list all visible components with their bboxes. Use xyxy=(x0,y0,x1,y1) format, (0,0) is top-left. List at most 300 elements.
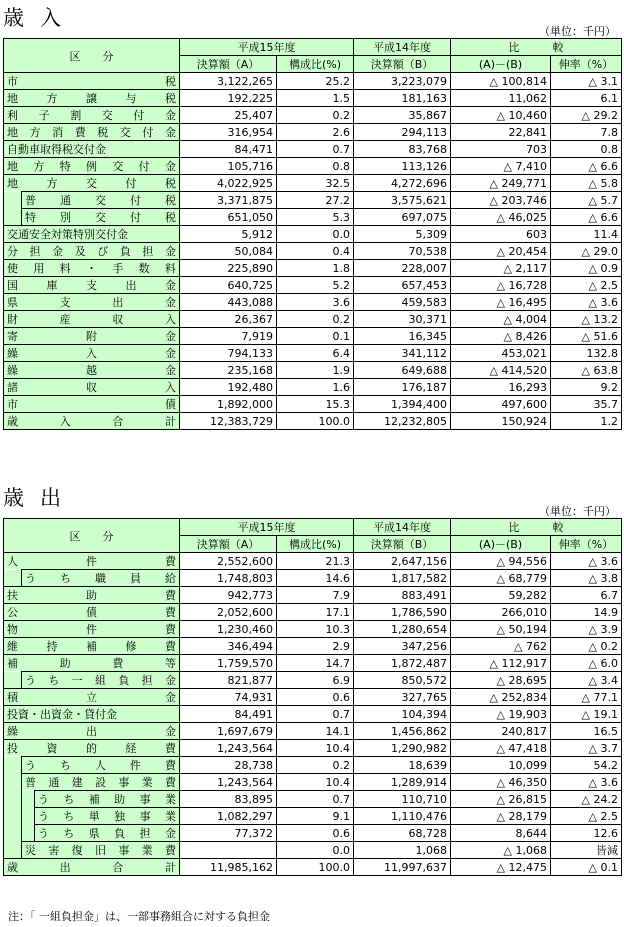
table-row xyxy=(4,791,622,808)
table-row xyxy=(4,825,622,842)
cell-b: 883,491 xyxy=(354,587,451,604)
cell-ratio: 1.9 xyxy=(277,362,354,379)
expenditure-table xyxy=(3,518,622,876)
cell-diff: 11,062 xyxy=(451,90,551,107)
table-row xyxy=(4,175,622,192)
expenditure-title: 歳出 xyxy=(3,486,77,510)
table-row xyxy=(4,107,622,124)
cell-ratio: 0.4 xyxy=(277,243,354,260)
cell-b: 228,007 xyxy=(354,260,451,277)
row-label: 寄 附 金 xyxy=(7,330,176,343)
cell-b: 83,768 xyxy=(354,141,451,158)
row-label: 投 資 的 経 費 xyxy=(7,742,176,755)
cell-ratio: 10.3 xyxy=(277,621,354,638)
cell-b: 649,688 xyxy=(354,362,451,379)
table-row xyxy=(4,345,622,362)
cell-ratio: 0.2 xyxy=(277,107,354,124)
cell-a: 192,225 xyxy=(180,90,277,107)
table-row xyxy=(4,277,622,294)
cell-a: 11,985,162 xyxy=(180,859,277,876)
cell-b: 2,647,156 xyxy=(354,553,451,570)
table-row xyxy=(4,192,622,209)
cell-ratio: 6.4 xyxy=(277,345,354,362)
cell-growth: △ 3.1 xyxy=(551,73,622,90)
row-label: 地 方 交 付 税 xyxy=(7,177,176,190)
cell-a: 74,931 xyxy=(180,689,277,706)
cell-growth: △ 0.2 xyxy=(551,638,622,655)
row-label: 財 産 収 入 xyxy=(7,313,176,326)
cell-growth: △ 2.5 xyxy=(551,277,622,294)
cell-a: 316,954 xyxy=(180,124,277,141)
cell-ratio: 0.2 xyxy=(277,311,354,328)
cell-diff: 59,282 xyxy=(451,587,551,604)
row-label: 普 通 建 設 事 業 費 xyxy=(25,776,176,789)
cell-b: 3,575,621 xyxy=(354,192,451,209)
cell-diff: △ 249,771 xyxy=(451,175,551,192)
cell-ratio: 100.0 xyxy=(277,413,354,430)
row-label: 補 助 費 等 xyxy=(7,657,176,670)
cell-diff: △ 46,025 xyxy=(451,209,551,226)
cell-b: 1,456,862 xyxy=(354,723,451,740)
cell-ratio: 0.1 xyxy=(277,328,354,345)
cell-ratio: 0.0 xyxy=(277,226,354,243)
cell-ratio: 6.9 xyxy=(277,672,354,689)
cell-growth: △ 6.0 xyxy=(551,655,622,672)
header-compare: 比 較 xyxy=(451,39,622,56)
cell-ratio: 14.1 xyxy=(277,723,354,740)
cell-growth: △ 51.6 xyxy=(551,328,622,345)
cell-a: 346,494 xyxy=(180,638,277,655)
cell-b: 176,187 xyxy=(354,379,451,396)
row-label: う ち 単 独 事 業 xyxy=(38,810,176,823)
cell-ratio: 25.2 xyxy=(277,73,354,90)
cell-diff: △ 68,779 xyxy=(451,570,551,587)
cell-diff: △ 8,426 xyxy=(451,328,551,345)
cell-diff: △ 414,520 xyxy=(451,362,551,379)
cell-growth: 9.2 xyxy=(551,379,622,396)
cell-a: 443,088 xyxy=(180,294,277,311)
cell-diff: △ 26,815 xyxy=(451,791,551,808)
cell-growth: 6.1 xyxy=(551,90,622,107)
row-label: 国 庫 支 出 金 xyxy=(7,279,176,292)
cell-growth: 54.2 xyxy=(551,757,622,774)
cell-diff: △ 1,068 xyxy=(451,842,551,859)
table-row xyxy=(4,672,622,689)
cell-b: 850,572 xyxy=(354,672,451,689)
cell-growth: 16.5 xyxy=(551,723,622,740)
table-row xyxy=(4,774,622,791)
cell-a xyxy=(180,842,277,859)
cell-b: 459,583 xyxy=(354,294,451,311)
table-row xyxy=(4,859,622,876)
cell-a: 3,122,265 xyxy=(180,73,277,90)
cell-ratio: 0.0 xyxy=(277,842,354,859)
cell-growth: △ 5.8 xyxy=(551,175,622,192)
table-row xyxy=(4,90,622,107)
cell-diff: △ 50,194 xyxy=(451,621,551,638)
row-label: 扶 助 費 xyxy=(7,589,176,602)
header-settle-a: 決算額（A） xyxy=(180,536,277,553)
cell-ratio: 1.5 xyxy=(277,90,354,107)
cell-ratio: 0.6 xyxy=(277,689,354,706)
header-growth: 伸率（%） xyxy=(551,56,622,73)
cell-a: 1,243,564 xyxy=(180,774,277,791)
cell-growth: △ 6.6 xyxy=(551,209,622,226)
cell-b: 1,394,400 xyxy=(354,396,451,413)
cell-ratio: 15.3 xyxy=(277,396,354,413)
cell-growth: △ 3.4 xyxy=(551,672,622,689)
cell-b: 11,997,637 xyxy=(354,859,451,876)
cell-diff: 150,924 xyxy=(451,413,551,430)
cell-a: 105,716 xyxy=(180,158,277,175)
header-growth: 伸率（%） xyxy=(551,536,622,553)
cell-ratio: 2.9 xyxy=(277,638,354,655)
cell-b: 1,110,476 xyxy=(354,808,451,825)
header-settle-b: 決算額（B） xyxy=(354,536,451,553)
cell-b: 697,075 xyxy=(354,209,451,226)
cell-a: 84,491 xyxy=(180,706,277,723)
cell-a: 942,773 xyxy=(180,587,277,604)
table-row xyxy=(4,706,622,723)
row-label: 公 債 費 xyxy=(7,606,176,619)
cell-a: 4,022,925 xyxy=(180,175,277,192)
cell-diff: △ 762 xyxy=(451,638,551,655)
cell-growth: 35.7 xyxy=(551,396,622,413)
table-row xyxy=(4,413,622,430)
cell-a: 26,367 xyxy=(180,311,277,328)
table-row xyxy=(4,604,622,621)
cell-growth: △ 3.6 xyxy=(551,294,622,311)
cell-ratio: 1.6 xyxy=(277,379,354,396)
table-row xyxy=(4,757,622,774)
cell-b: 1,068 xyxy=(354,842,451,859)
cell-a: 50,084 xyxy=(180,243,277,260)
cell-ratio: 3.6 xyxy=(277,294,354,311)
cell-a: 794,133 xyxy=(180,345,277,362)
cell-a: 1,230,460 xyxy=(180,621,277,638)
cell-diff: 10,099 xyxy=(451,757,551,774)
cell-growth: △ 63.8 xyxy=(551,362,622,379)
row-label: う ち 一 組 負 担 金 xyxy=(25,674,176,687)
cell-ratio: 10.4 xyxy=(277,774,354,791)
row-label: う ち 県 負 担 金 xyxy=(38,827,176,840)
header-ratio: 構成比(%) xyxy=(277,536,354,553)
cell-diff: △ 16,728 xyxy=(451,277,551,294)
table-row xyxy=(4,808,622,825)
table-row xyxy=(4,294,622,311)
cell-growth: △ 0.9 xyxy=(551,260,622,277)
cell-b: 657,453 xyxy=(354,277,451,294)
table-row xyxy=(4,396,622,413)
cell-growth: △ 6.6 xyxy=(551,158,622,175)
expenditure-unit: （単位：千円） xyxy=(539,505,616,518)
cell-diff: △ 2,117 xyxy=(451,260,551,277)
cell-b: 1,280,654 xyxy=(354,621,451,638)
cell-growth: 12.6 xyxy=(551,825,622,842)
cell-b: 16,345 xyxy=(354,328,451,345)
footnote: 注：「 一組負担金」は、一部事務組合に対する負担金 xyxy=(8,910,270,923)
cell-ratio: 0.7 xyxy=(277,706,354,723)
cell-diff: △ 4,004 xyxy=(451,311,551,328)
row-label: 繰 入 金 xyxy=(7,347,176,360)
table-row xyxy=(4,209,622,226)
table-row xyxy=(4,723,622,740)
cell-ratio: 5.2 xyxy=(277,277,354,294)
row-label: 自動車取得税交付金 xyxy=(7,143,106,156)
row-label: 繰 越 金 xyxy=(7,364,176,377)
cell-diff: △ 28,179 xyxy=(451,808,551,825)
cell-growth: △ 3.8 xyxy=(551,570,622,587)
cell-a: 235,168 xyxy=(180,362,277,379)
header-ratio: 構成比(%) xyxy=(277,56,354,73)
row-label: 維 持 補 修 費 xyxy=(7,640,176,653)
cell-growth: △ 3.9 xyxy=(551,621,622,638)
table-row xyxy=(4,638,622,655)
cell-growth: 14.9 xyxy=(551,604,622,621)
cell-growth: 0.8 xyxy=(551,141,622,158)
table-row xyxy=(4,243,622,260)
cell-a: 640,725 xyxy=(180,277,277,294)
cell-b: 347,256 xyxy=(354,638,451,655)
cell-diff: △ 7,410 xyxy=(451,158,551,175)
row-label: う ち 職 員 給 xyxy=(25,572,176,585)
cell-growth: △ 0.1 xyxy=(551,859,622,876)
cell-a: 651,050 xyxy=(180,209,277,226)
cell-ratio: 14.7 xyxy=(277,655,354,672)
cell-growth: 11.4 xyxy=(551,226,622,243)
cell-ratio: 100.0 xyxy=(277,859,354,876)
cell-ratio: 0.8 xyxy=(277,158,354,175)
row-label: 交通安全対策特別交付金 xyxy=(7,228,128,241)
cell-b: 3,223,079 xyxy=(354,73,451,90)
cell-b: 12,232,805 xyxy=(354,413,451,430)
cell-a: 1,697,679 xyxy=(180,723,277,740)
header-year15: 平成15年度 xyxy=(180,519,354,536)
row-label: 諸 収 入 xyxy=(7,381,176,394)
cell-a: 12,383,729 xyxy=(180,413,277,430)
cell-diff: △ 203,746 xyxy=(451,192,551,209)
row-label: 積 立 金 xyxy=(7,691,176,704)
cell-ratio: 10.4 xyxy=(277,740,354,757)
cell-growth: △ 19.1 xyxy=(551,706,622,723)
cell-ratio: 0.7 xyxy=(277,791,354,808)
header-category: 区 分 xyxy=(4,519,180,553)
cell-ratio: 2.6 xyxy=(277,124,354,141)
cell-b: 341,112 xyxy=(354,345,451,362)
cell-a: 83,895 xyxy=(180,791,277,808)
row-label: 使 用 料 ・ 手 数 料 xyxy=(7,262,176,275)
cell-b: 181,163 xyxy=(354,90,451,107)
row-label: 歳 出 合 計 xyxy=(7,861,176,874)
cell-ratio: 1.8 xyxy=(277,260,354,277)
table-row xyxy=(4,141,622,158)
header-year14: 平成14年度 xyxy=(354,519,451,536)
cell-a: 192,480 xyxy=(180,379,277,396)
cell-growth: 7.8 xyxy=(551,124,622,141)
header-diff: (A)－(B) xyxy=(451,536,551,553)
table-row xyxy=(4,740,622,757)
table-row xyxy=(4,73,622,90)
cell-growth: △ 77.1 xyxy=(551,689,622,706)
revenue-unit: （単位：千円） xyxy=(539,25,616,38)
row-label: 地 方 消 費 税 交 付 金 xyxy=(7,126,176,139)
cell-a: 5,912 xyxy=(180,226,277,243)
row-label: 人 件 費 xyxy=(7,555,176,568)
cell-b: 294,113 xyxy=(354,124,451,141)
cell-diff: △ 100,814 xyxy=(451,73,551,90)
row-label: 分 担 金 及 び 負 担 金 xyxy=(7,245,176,258)
cell-b: 1,289,914 xyxy=(354,774,451,791)
cell-growth: △ 3.7 xyxy=(551,740,622,757)
cell-diff: 16,293 xyxy=(451,379,551,396)
cell-a: 7,919 xyxy=(180,328,277,345)
cell-growth: △ 3.6 xyxy=(551,774,622,791)
cell-growth: △ 24.2 xyxy=(551,791,622,808)
cell-a: 77,372 xyxy=(180,825,277,842)
table-row xyxy=(4,362,622,379)
row-label: う ち 補 助 事 業 xyxy=(38,793,176,806)
cell-a: 2,552,600 xyxy=(180,553,277,570)
cell-a: 3,371,875 xyxy=(180,192,277,209)
table-row xyxy=(4,842,622,859)
row-label: 地 方 譲 与 税 xyxy=(7,92,176,105)
revenue-table xyxy=(3,38,622,430)
table-row xyxy=(4,587,622,604)
row-label: 歳 入 合 計 xyxy=(7,415,176,428)
cell-diff: 497,600 xyxy=(451,396,551,413)
cell-b: 18,639 xyxy=(354,757,451,774)
row-label: 投資・出資金・貸付金 xyxy=(7,708,117,721)
cell-ratio: 9.1 xyxy=(277,808,354,825)
cell-ratio: 17.1 xyxy=(277,604,354,621)
cell-diff: △ 12,475 xyxy=(451,859,551,876)
table-row xyxy=(4,689,622,706)
cell-b: 35,867 xyxy=(354,107,451,124)
header-category: 区 分 xyxy=(4,39,180,73)
row-label: 物 件 費 xyxy=(7,623,176,636)
row-label: 地 方 特 例 交 付 金 xyxy=(7,160,176,173)
cell-diff: △ 46,350 xyxy=(451,774,551,791)
table-row xyxy=(4,655,622,672)
cell-ratio: 27.2 xyxy=(277,192,354,209)
cell-a: 225,890 xyxy=(180,260,277,277)
cell-growth: △ 29.0 xyxy=(551,243,622,260)
cell-b: 113,126 xyxy=(354,158,451,175)
header-settle-b: 決算額（B） xyxy=(354,56,451,73)
cell-ratio: 5.3 xyxy=(277,209,354,226)
table-row xyxy=(4,260,622,277)
row-label: 繰 出 金 xyxy=(7,725,176,738)
table-row xyxy=(4,311,622,328)
table-row xyxy=(4,553,622,570)
row-label: 普 通 交 付 税 xyxy=(25,194,176,207)
cell-diff: 8,644 xyxy=(451,825,551,842)
header-diff: (A)－(B) xyxy=(451,56,551,73)
cell-b: 1,290,982 xyxy=(354,740,451,757)
cell-b: 1,786,590 xyxy=(354,604,451,621)
table-row xyxy=(4,124,622,141)
cell-a: 1,082,297 xyxy=(180,808,277,825)
table-row xyxy=(4,226,622,243)
cell-a: 1,748,803 xyxy=(180,570,277,587)
cell-growth: 132.8 xyxy=(551,345,622,362)
cell-diff: 703 xyxy=(451,141,551,158)
header-row xyxy=(4,519,622,536)
cell-b: 1,817,582 xyxy=(354,570,451,587)
cell-growth: 皆減 xyxy=(551,842,622,859)
cell-diff: △ 10,460 xyxy=(451,107,551,124)
cell-ratio: 32.5 xyxy=(277,175,354,192)
cell-a: 28,738 xyxy=(180,757,277,774)
cell-diff: 22,841 xyxy=(451,124,551,141)
table-row xyxy=(4,570,622,587)
cell-growth: 1.2 xyxy=(551,413,622,430)
header-compare: 比 較 xyxy=(451,519,622,536)
cell-diff: △ 47,418 xyxy=(451,740,551,757)
table-row xyxy=(4,158,622,175)
cell-a: 1,243,564 xyxy=(180,740,277,757)
cell-b: 30,371 xyxy=(354,311,451,328)
cell-a: 821,877 xyxy=(180,672,277,689)
cell-b: 327,765 xyxy=(354,689,451,706)
cell-ratio: 14.6 xyxy=(277,570,354,587)
cell-b: 110,710 xyxy=(354,791,451,808)
cell-growth: △ 3.6 xyxy=(551,553,622,570)
row-label: 特 別 交 付 税 xyxy=(25,211,176,224)
cell-diff: △ 28,695 xyxy=(451,672,551,689)
row-label: 市 税 xyxy=(7,75,176,88)
cell-ratio: 0.2 xyxy=(277,757,354,774)
cell-b: 104,394 xyxy=(354,706,451,723)
header-row xyxy=(4,39,622,56)
revenue-title: 歳入 xyxy=(3,6,77,30)
cell-b: 1,872,487 xyxy=(354,655,451,672)
cell-b: 5,309 xyxy=(354,226,451,243)
table-row xyxy=(4,328,622,345)
row-label: 災 害 復 旧 事 業 費 xyxy=(25,844,176,857)
cell-diff: △ 19,903 xyxy=(451,706,551,723)
table-row xyxy=(4,621,622,638)
cell-a: 84,471 xyxy=(180,141,277,158)
cell-diff: 603 xyxy=(451,226,551,243)
cell-a: 1,892,000 xyxy=(180,396,277,413)
cell-ratio: 0.6 xyxy=(277,825,354,842)
cell-growth: △ 2.5 xyxy=(551,808,622,825)
header-year15: 平成15年度 xyxy=(180,39,354,56)
cell-growth: △ 29.2 xyxy=(551,107,622,124)
cell-diff: △ 112,917 xyxy=(451,655,551,672)
cell-diff: △ 20,454 xyxy=(451,243,551,260)
cell-growth: △ 13.2 xyxy=(551,311,622,328)
cell-a: 1,759,570 xyxy=(180,655,277,672)
cell-growth: 6.7 xyxy=(551,587,622,604)
header-settle-a: 決算額（A） xyxy=(180,56,277,73)
row-label: 利 子 割 交 付 金 xyxy=(7,109,176,122)
cell-diff: 453,021 xyxy=(451,345,551,362)
cell-diff: △ 16,495 xyxy=(451,294,551,311)
cell-a: 2,052,600 xyxy=(180,604,277,621)
cell-ratio: 7.9 xyxy=(277,587,354,604)
cell-ratio: 21.3 xyxy=(277,553,354,570)
cell-diff: 266,010 xyxy=(451,604,551,621)
cell-b: 68,728 xyxy=(354,825,451,842)
cell-growth: △ 5.7 xyxy=(551,192,622,209)
header-year14: 平成14年度 xyxy=(354,39,451,56)
cell-diff: △ 94,556 xyxy=(451,553,551,570)
cell-diff: △ 252,834 xyxy=(451,689,551,706)
row-label: 市 債 xyxy=(7,398,176,411)
row-label: う ち 人 件 費 xyxy=(25,759,176,772)
